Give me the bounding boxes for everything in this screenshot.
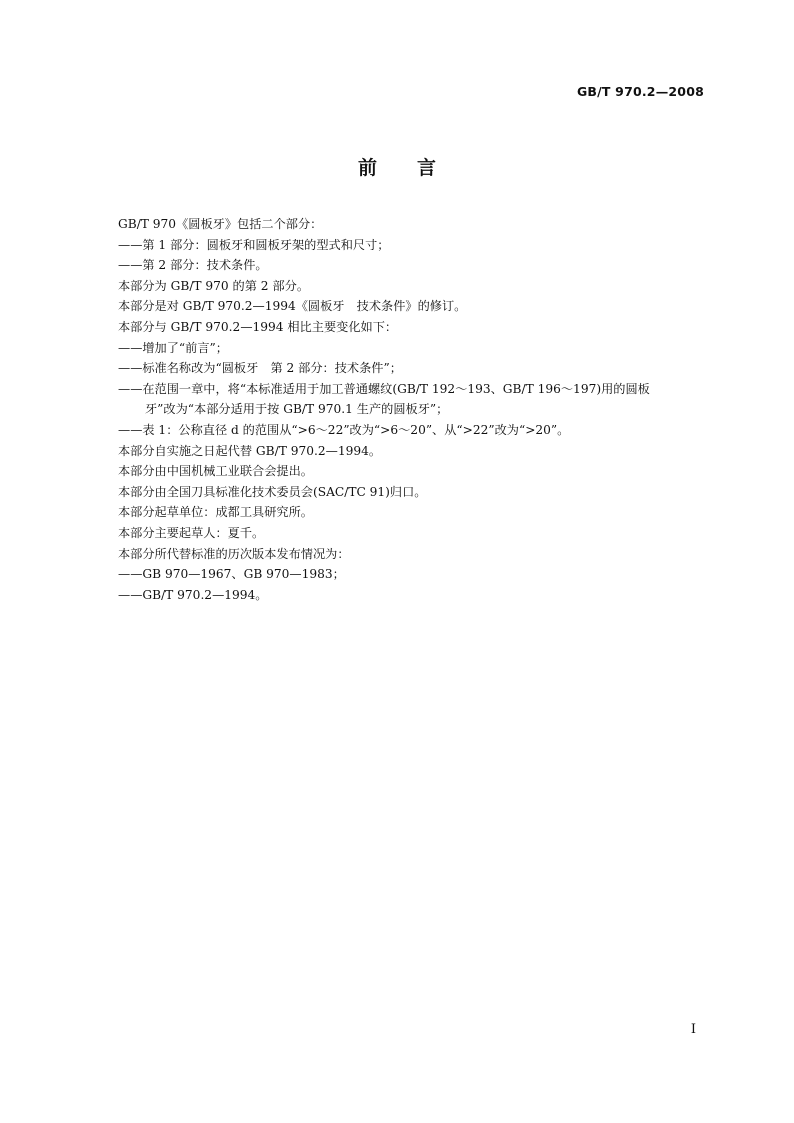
foreword-line: 本部分主要起草人：夏千。: [118, 525, 265, 540]
foreword-line: ——第 1 部分：圆板牙和圆板牙架的型式和尺寸；: [118, 237, 390, 252]
foreword-line: ——表 1：公称直径 d 的范围从“>6～22”改为“>6～20”、从“>22”改为“>20”。: [118, 422, 570, 437]
foreword-line: 本部分所代替标准的历次版本发布情况为：: [118, 546, 350, 561]
foreword-body: [118, 214, 708, 605]
foreword-line: ——标准名称改为“圆板牙 第 2 部分：技术条件”；: [118, 361, 402, 376]
foreword-line: ——第 2 部分：技术条件。: [118, 258, 268, 273]
foreword-line-continuation: 牙”改为“本部分适用于按 GB/T 970.1 生产的圆板牙”；: [145, 402, 449, 417]
page-number: I: [690, 1022, 696, 1037]
foreword-line: 本部分为 GB/T 970 的第 2 部分。: [118, 278, 310, 293]
foreword-line: ——GB/T 970.2—1994。: [118, 587, 268, 602]
foreword-line: 本部分起草单位：成都工具研究所。: [118, 505, 313, 520]
foreword-line: 本部分是对 GB/T 970.2—1994《圆板牙 技术条件》的修订。: [118, 299, 467, 314]
foreword-line: 本部分由中国机械工业联合会提出。: [118, 464, 313, 479]
foreword-line: ——在范围一章中，将“本标准适用于加工普通螺纹(GB/T 192～193、GB/T 196～197)用的圆板: [118, 381, 650, 396]
standard-number: GB/T 970.2—2008: [576, 84, 704, 99]
foreword-line: ——增加了“前言”；: [118, 340, 228, 355]
foreword-line: 本部分与 GB/T 970.2—1994 相比主要变化如下：: [118, 319, 398, 334]
foreword-line: 本部分由全国刀具标准化技术委员会(SAC/TC 91)归口。: [118, 484, 427, 499]
page-title: 前言: [357, 157, 476, 179]
foreword-line: 本部分自实施之日起代替 GB/T 970.2—1994。: [118, 443, 382, 458]
foreword-line: GB/T 970《圆板牙》包括二个部分：: [118, 217, 323, 231]
foreword-line: ——GB 970—1967、GB 970—1983；: [118, 567, 345, 582]
